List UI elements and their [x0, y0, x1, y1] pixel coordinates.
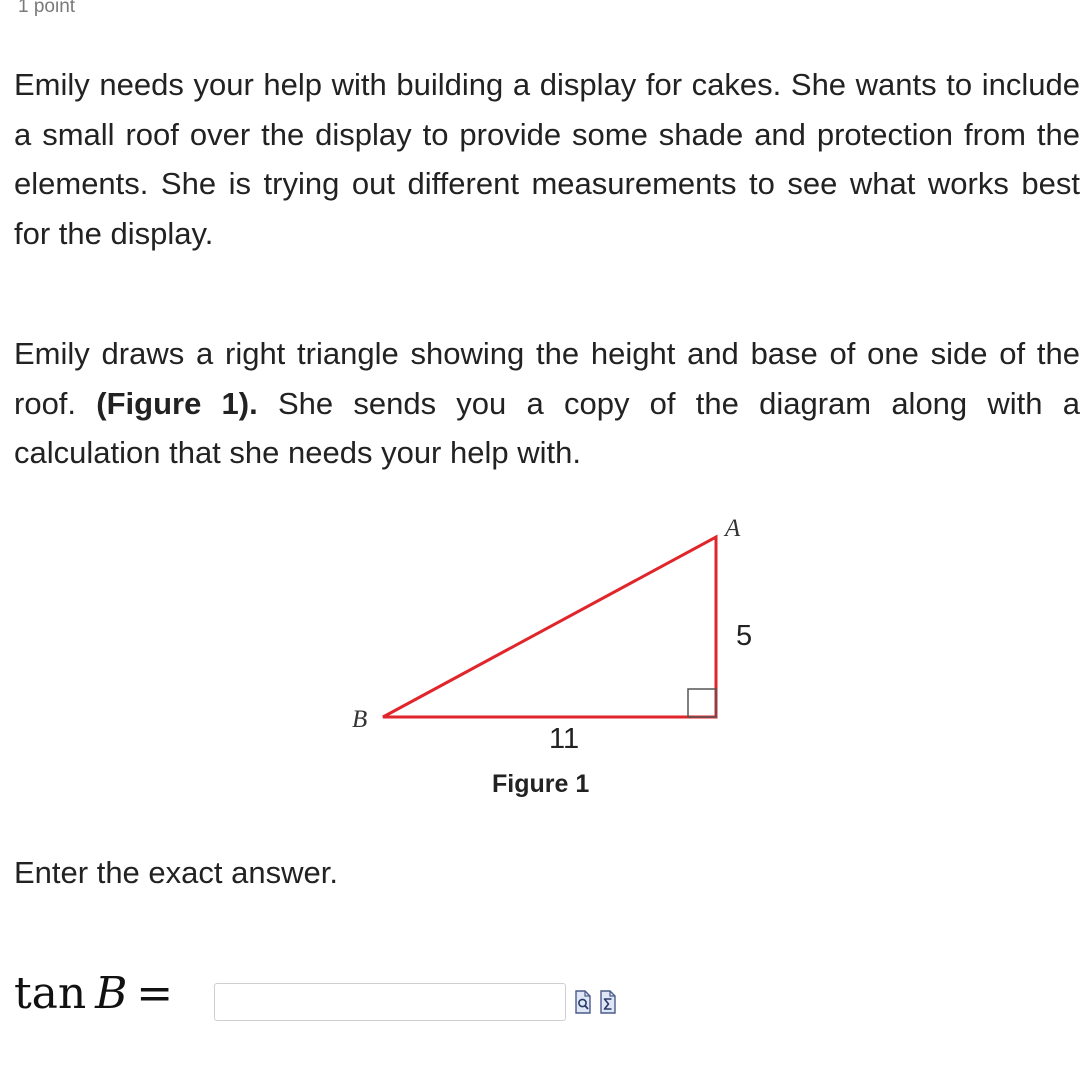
equals-sign: =	[136, 968, 174, 1019]
answer-label	[14, 966, 173, 1022]
right-triangle	[383, 537, 716, 717]
instruction-text: Enter the exact answer.	[14, 855, 338, 890]
equation-editor-button[interactable]	[598, 990, 618, 1014]
vertex-a-label: A	[725, 515, 741, 542]
preview-button[interactable]	[573, 990, 593, 1014]
paragraph-2-text-continued: She sends you a copy of the diagram along with a calculation that she needs your help with.	[14, 385, 1080, 470]
base-label: 11	[549, 723, 580, 755]
answer-input[interactable]	[214, 983, 566, 1021]
variable-b: B	[95, 968, 128, 1019]
preview-icon	[573, 990, 593, 1014]
points-label: 1 point	[18, 0, 76, 17]
height-label: 5	[736, 620, 753, 652]
figure-caption: Figure 1	[492, 770, 590, 798]
vertex-b-label: B	[352, 706, 368, 733]
equation-editor-icon	[598, 990, 618, 1014]
paragraph-2-text: Emily draws a right triangle showing the height and base of one side of the roof.	[14, 336, 1080, 421]
right-angle-marker	[688, 689, 716, 717]
tan-function: tan	[14, 968, 87, 1019]
figure-reference: (Figure 1).	[96, 385, 258, 421]
question-paragraph-1: Emily needs your help with building a display for cakes. She wants to include a small roof over the display to provide some shade and protection from the elements. She is trying out different measurements to see what works best for the display.	[14, 67, 1080, 251]
